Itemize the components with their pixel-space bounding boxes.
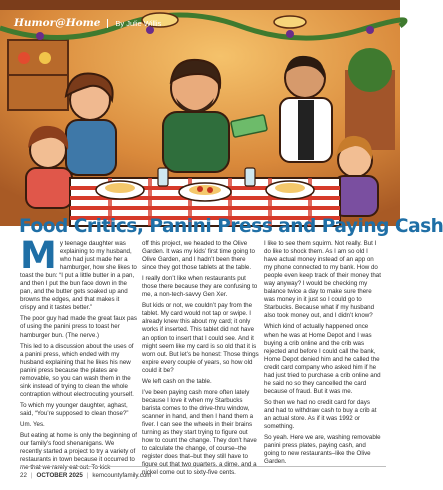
footer-divider — [20, 466, 386, 467]
paragraph: To which my younger daughter, aghast, said, “You’re supposed to clean those?” — [20, 401, 129, 417]
paragraph-text: y teenage daughter was explaining to my husband, who had just made her a hamburger, how she likes to toast the bun: “I put a little butter in a pan, and then I put the bun face down in the pan, and the butter gets soaked up and browns the edges, and that makes it crispy and it tastes better.” — [20, 240, 137, 312]
paragraph: So yeah. Here we are, washing removable panini press plates, paying cash, and going to new restaurants–like the Olive Garden. — [264, 434, 381, 466]
paragraph: We left cash on the table. — [142, 377, 212, 385]
paragraph: This led to a discussion about the uses of a panini press, which ended with my husband explaining that he likes his new panini press because the plates are removable, so you can wash them in the sink instead of trying to clean the whole contraption without electrocuting yourself. — [20, 342, 134, 398]
column-name: Humor@Home — [14, 17, 101, 29]
website-link[interactable]: kemcountyfamily.com — [92, 472, 152, 479]
page-number: 22 — [20, 472, 27, 479]
issue-month: OCTOBER 2025 — [36, 472, 83, 479]
paragraph: So then we had no credit card for days and had to withdraw cash to buy a crib at an actual store. As if it was 1992 or something. — [264, 398, 377, 431]
article-column-1 — [20, 234, 137, 475]
paragraph: Which kind of actually happened once when he was at Home Depot and I was buying a crib online and the crib was rejected and before I could call the bank, Home Depot denied him and he called the credit card company who asked him if he had just tried to purchase a crib online and he said no so they cancelled the card because of fraud. But it was me. — [264, 323, 381, 395]
footer-separator: | — [86, 472, 89, 479]
paragraph: Um. Yes. — [20, 420, 45, 428]
paragraph: I really don’t like when restaurants put those there because they are confusing to me, a non-tech-savvy Gen Xer. — [142, 275, 258, 299]
article-column-2 — [142, 240, 259, 480]
paragraph: I like to see them squirm. Not really. But I do like to shock them. As I am so old I have actual money instead of an app on my phone connected to my bank. How do people even keep track of their money that way anyway? I would be checking my balance twice a day to make sure there was money in it just so I could go to Starbucks. Because what if my husband also took money out, and I didn’t know? — [264, 240, 381, 320]
paragraph: The poor guy had made the great faux pas of using the panini press to toast her hamburger bun. (The nerve.) — [20, 315, 137, 339]
paragraph: I’ve been paying cash more often lately because I love it when my Starbucks barista comes to the drive-thru window, scanner in hand, and then I hand them a fiver. I can see the wheels in their brains turning as they start trying to figure out how to count the change. They don’t have to calculate the change, of course–the register does that–but they still have to figure out that two quarters, a dime, and a nickel come out to sixty-five cents. — [142, 388, 257, 477]
article-column-3 — [264, 240, 381, 469]
footer-separator: | — [30, 472, 33, 479]
column-header — [14, 17, 161, 29]
author-byline: By Julie Willis — [115, 18, 162, 28]
header-divider — [107, 19, 108, 28]
paragraph: But kids or not, we couldn’t pay from the tablet. My card would not tap or swipe. I already knew this about my card; it only works if inserted. This tablet did not have an option to insert that I could see. And it might seem like my card is so old that it is worn out. But let’s be honest: Those things expire every couple of years, so how old could it be? — [142, 302, 259, 374]
family-restaurant-illustration — [0, 0, 400, 226]
drop-cap: M — [20, 234, 57, 277]
paragraph: off this project, we headed to the Olive Garden. It was my kids’ first time going to Olive Garden, and I hadn’t been there since they got those tablets at the table. — [142, 240, 255, 272]
paragraph: But eating at home is only the beginning of our family’s food shenanigans. We recently started a project to try a variety of restaurants in town because it occurred to me that we rarely eat out. To kick — [20, 432, 137, 472]
article-headline: Food Critics, Panini Press and Paying Cash — [19, 216, 443, 237]
page-footer — [20, 472, 151, 479]
paragraph — [20, 234, 137, 312]
